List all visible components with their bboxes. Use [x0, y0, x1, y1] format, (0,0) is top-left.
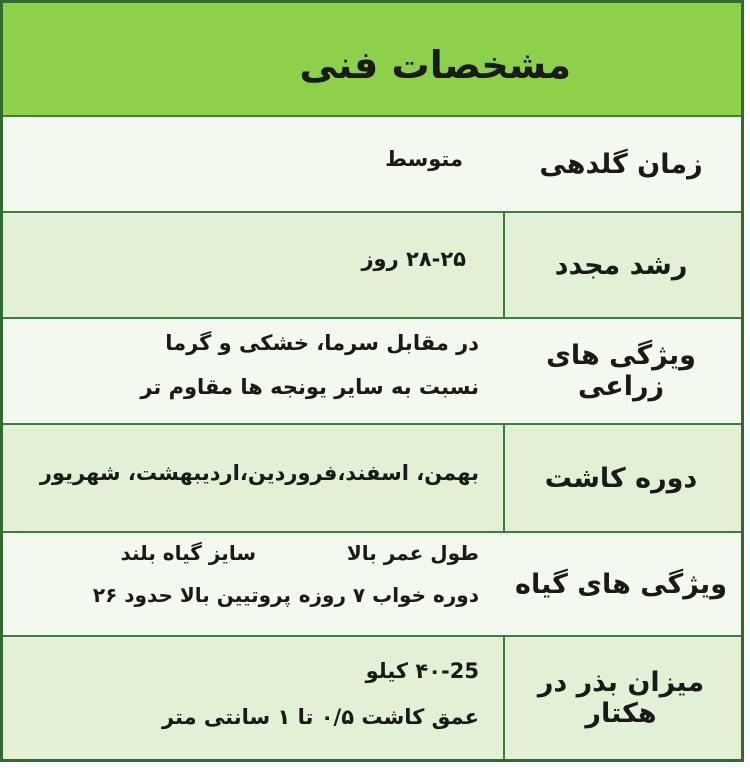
- row-value: [3, 425, 501, 531]
- row-value: [3, 533, 501, 635]
- table-row: [3, 637, 741, 759]
- table-row: [3, 117, 741, 213]
- value-line: عمق کاشت ۰/۵ تا ۱ سانتی متر: [161, 705, 479, 729]
- row-value: [3, 117, 501, 211]
- table-row: [3, 533, 741, 637]
- row-label: رشد مجدد: [554, 249, 688, 281]
- value-line: ۴۰-25 کیلو: [365, 659, 479, 683]
- table-row: [3, 319, 741, 425]
- value-line: طول عمر بالا: [346, 541, 479, 565]
- row-label: دوره کاشت: [544, 462, 698, 494]
- table-row: [3, 425, 741, 533]
- value-line: متوسط: [385, 147, 463, 171]
- row-label: ویژگی های گیاه: [515, 568, 727, 600]
- page-title: مشخصات فنی: [299, 43, 571, 87]
- table-row: [3, 213, 741, 319]
- value-line: در مقابل سرما، خشکی و گرما: [165, 331, 479, 355]
- row-value: [3, 213, 501, 317]
- value-line: ۲۸-۲۵ روز: [361, 247, 466, 271]
- value-line: سایز گیاه بلند: [120, 541, 256, 565]
- row-label: میزان بذر در هکتار: [537, 667, 705, 729]
- value-line: نسبت به سایر یونجه ها مقاوم تر: [140, 375, 479, 399]
- value-line: پروتیین بالا حدود ۲۶: [92, 583, 291, 607]
- value-line: دوره خواب ۷ روزه: [298, 583, 479, 607]
- row-label: ویژگی های زراعی: [546, 340, 696, 402]
- row-value: [3, 319, 501, 423]
- value-line: بهمن، اسفند،فروردین،اردیبهشت، شهریور: [39, 461, 479, 485]
- row-value: [3, 637, 501, 759]
- table-header: [3, 3, 741, 117]
- row-label: زمان گلدهی: [539, 148, 703, 180]
